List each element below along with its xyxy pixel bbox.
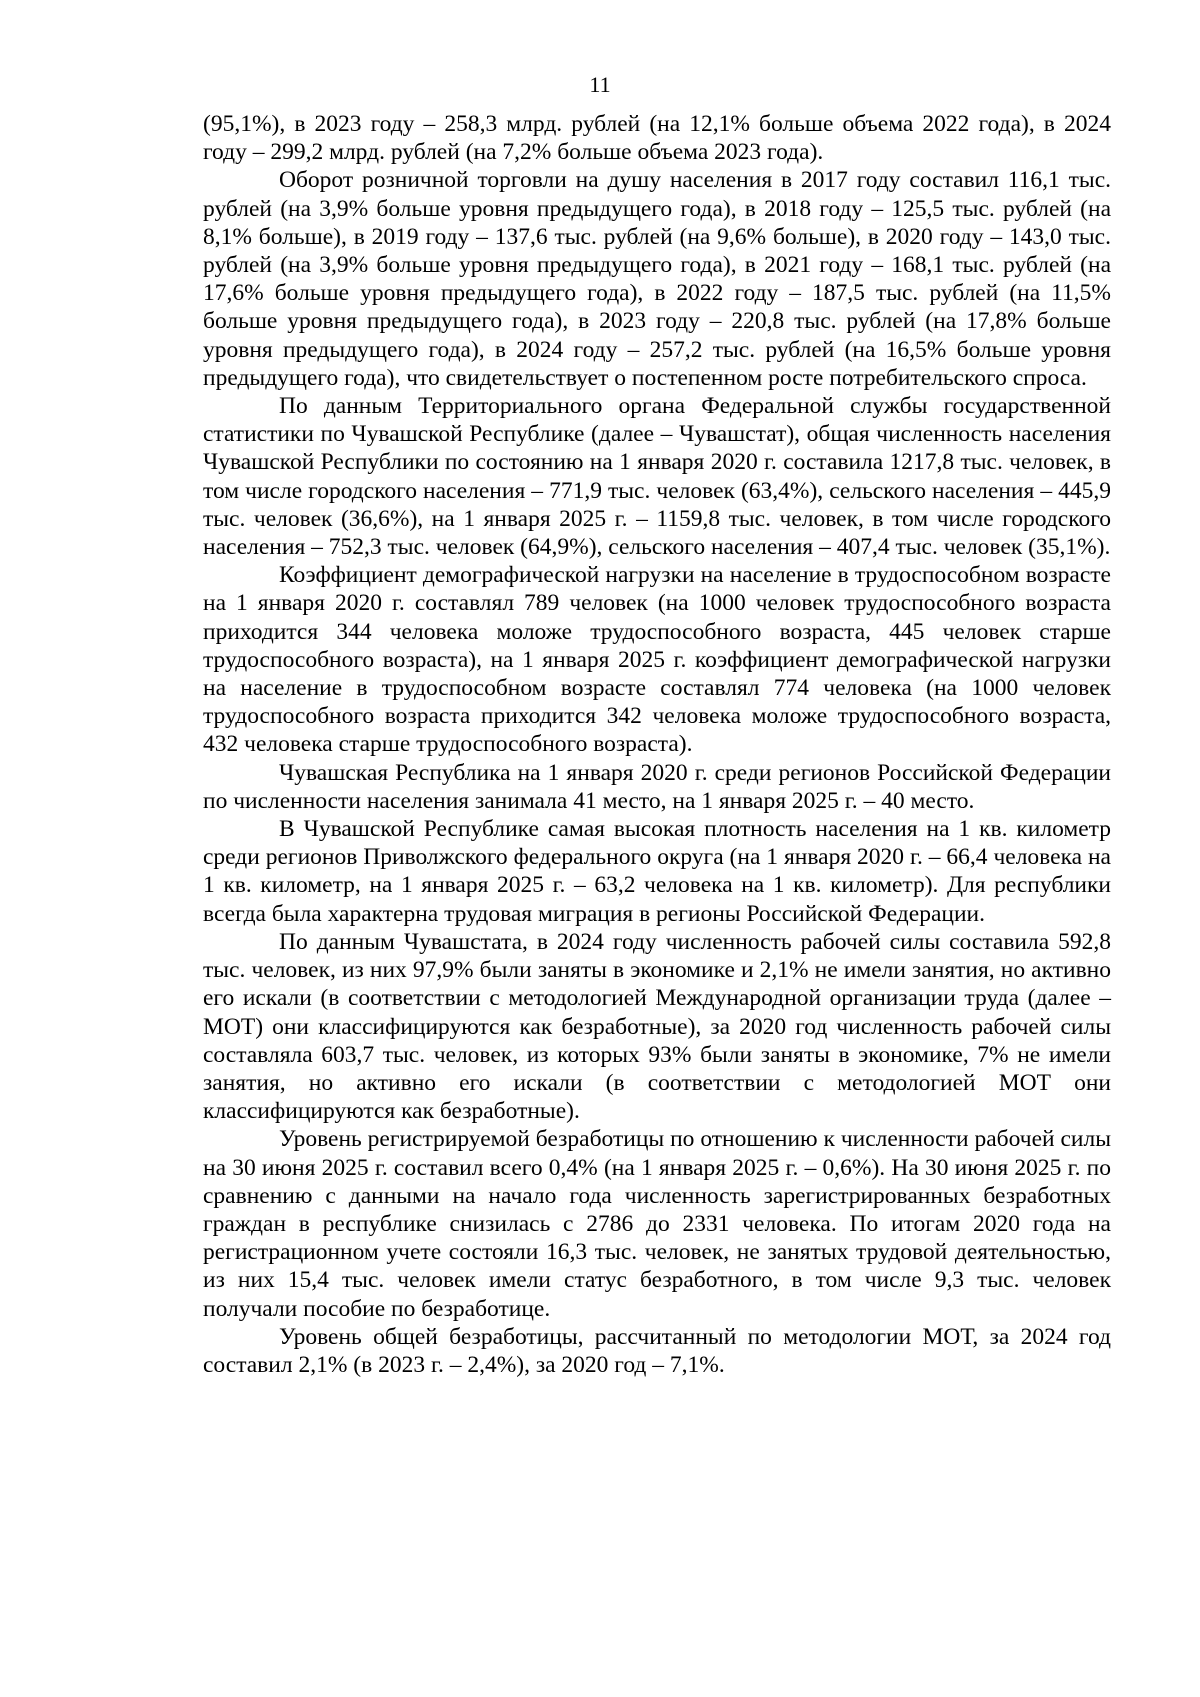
paragraph-population-density: В Чувашской Республике самая высокая плотность населения на 1 кв. километр среди регионов Приволжского федерального округа (на 1 января 2020 г. – 66,4 человека на 1 кв. километр, на 1 января 2025 г. – 63,2 человека на 1 кв. километр). Для республики всегда была характерна трудовая миграция в регионы Российской Федерации.	[203, 816, 1111, 927]
page-number: 11	[589, 72, 611, 97]
paragraph-labour-force: По данным Чувашстата, в 2024 году численность рабочей силы составила 592,8 тыс. человек, из них 97,9% были заняты в экономике и 2,1% не имели занятия, но активно его искали (в соответствии с методологией Международной организации труда (далее – МОТ) они классифицируются как безработные), за 2020 год численность рабочей силы составляла 603,7 тыс. человек, из которых 93% были заняты в экономике, 7% не имели занятия, но активно его искали (в соответствии с методологией МОТ они классифицируются как безработные).	[203, 928, 1111, 1125]
document-body	[203, 110, 1111, 1379]
paragraph-population-rank: Чувашская Республика на 1 января 2020 г. среди регионов Российской Федерации по численности населения занимала 41 место, на 1 января 2025 г. – 40 место.	[203, 759, 1111, 814]
paragraph-registered-unemployment: Уровень регистрируемой безработицы по отношению к численности рабочей силы на 30 июня 2025 г. составил всего 0,4% (на 1 января 2025 г. – 0,6%). На 30 июня 2025 г. по сравнению с данными на начало года численность зарегистрированных безработных граждан в республике снизилась с 2786 до 2331 человека. По итогам 2020 года на регистрационном учете состояли 16,3 тыс. человек, не занятых трудовой деятельностью, из них 15,4 тыс. человек имели статус безработного, в том числе 9,3 тыс. человек получали пособие по безработице.	[203, 1126, 1111, 1322]
paragraph-total-unemployment: Уровень общей безработицы, рассчитанный по методологии МОТ, за 2024 год составил 2,1% (в 2023 г. – 2,4%), за 2020 год – 7,1%.	[203, 1323, 1111, 1378]
paragraph-retail-turnover: Оборот розничной торговли на душу населения в 2017 году составил 116,1 тыс. рублей (на 3,9% больше уровня предыдущего года), в 2018 году – 125,5 тыс. рублей (на 8,1% больше), в 2019 году – 137,6 тыс. рублей (на 9,6% больше), в 2020 году – 143,0 тыс. рублей (на 3,9% больше уровня предыдущего года), в 2021 году – 168,1 тыс. рублей (на 17,6% больше уровня предыдущего года), в 2022 году – 187,5 тыс. рублей (на 11,5% больше уровня предыдущего года), в 2023 году – 220,8 тыс. рублей (на 17,8% больше уровня предыдущего года), в 2024 году – 257,2 тыс. рублей (на 16,5% больше уровня предыдущего года), что свидетельствует о постепенном росте потребительского спроса.	[203, 167, 1111, 391]
paragraph-population: По данным Территориального органа Федеральной службы государственной статистики по Чувашской Республике (далее – Чувашстат), общая численность населения Чувашской Республики по состоянию на 1 января 2020 г. составила 1217,8 тыс. человек, в том числе городского населения – 771,9 тыс. человек (63,4%), сельского населения – 445,9 тыс. человек (36,6%), на 1 января 2025 г. – 1159,8 тыс. человек, в том числе городского населения – 752,3 тыс. человек (64,9%), сельского населения – 407,4 тыс. человек (35,1%).	[203, 393, 1111, 561]
paragraph-demographic-load: Коэффициент демографической нагрузки на население в трудоспособном возрасте на 1 января 2020 г. составлял 789 человек (на 1000 человек трудоспособного возраста приходится 344 человека моложе трудоспособного возраста, 445 человек старше трудоспособного возраста), на 1 января 2025 г. коэффициент демографической нагрузки на население в трудоспособном возрасте составлял 774 человека (на 1000 человек трудоспособного возраста приходится 342 человека моложе трудоспособного возраста, 432 человека старше трудоспособного возраста).	[203, 562, 1111, 758]
paragraph-continuation: (95,1%), в 2023 году – 258,3 млрд. рублей (на 12,1% больше объема 2022 года), в 2024 году – 299,2 млрд. рублей (на 7,2% больше объема 2023 года).	[203, 111, 1111, 166]
